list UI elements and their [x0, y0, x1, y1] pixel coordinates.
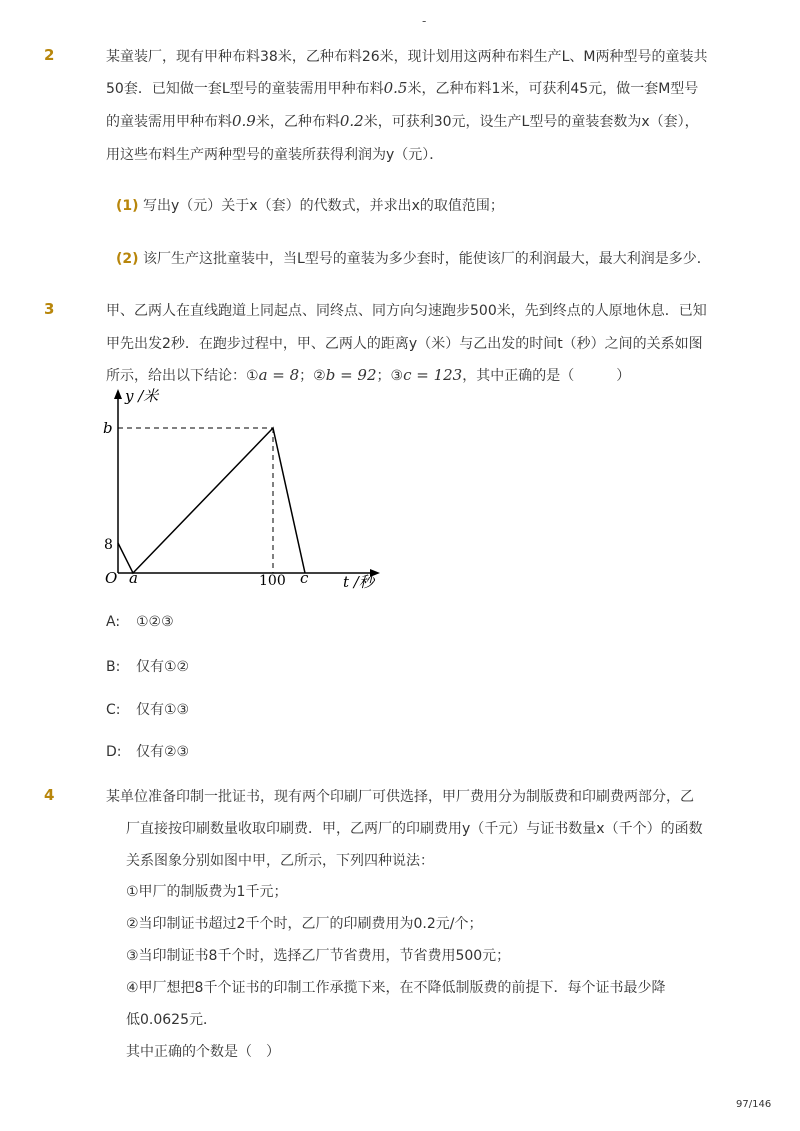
page-number: 97/146	[736, 1099, 772, 1110]
header-mark: -	[422, 14, 427, 28]
tick-c-label: c	[300, 569, 309, 587]
origin-label: O	[105, 569, 118, 587]
tick-8-label: 8	[104, 537, 113, 553]
q3-option-d[interactable]	[106, 741, 189, 761]
q4-statement-4: ④甲厂想把8千个证书的印制工作承揽下来，在不降低制版费的前提下．每个证书最少降	[126, 980, 666, 996]
q2-line-3-text-b: 米，乙种布料	[255, 114, 340, 130]
q3-distance-time-graph	[100, 385, 390, 595]
q2-line-3-text-a: 的童装需用甲种布料	[106, 114, 232, 130]
tick-b-label: b	[103, 419, 113, 437]
option-b-letter: B:	[106, 659, 121, 675]
option-d-text: 仅有②③	[136, 744, 190, 760]
q3-math-c123: c = 123	[403, 366, 463, 384]
y-axis-label: y /米	[125, 387, 159, 405]
q2-math-0.9: 0.9	[232, 112, 256, 130]
q4-line-1: 某单位准备印制一批证书，现有两个印刷厂可供选择，甲厂费用分为制版费和印刷费两部分，乙	[106, 789, 694, 805]
q2-line-3	[106, 111, 699, 131]
question-2-number: 2	[44, 46, 55, 64]
q4-question-prompt: 其中正确的个数是（ ）	[126, 1044, 280, 1060]
q3-math-a8: a = 8	[258, 366, 300, 384]
q2-sub2-number: (2)	[116, 251, 139, 267]
option-d-letter: D:	[106, 744, 122, 760]
q4-line-2: 厂直接按印刷数量收取印刷费．甲，乙两厂的印刷费用y（千元）与证书数量x（千个）的函数	[126, 821, 703, 837]
option-c-text: 仅有①③	[136, 702, 190, 718]
q4-statement-2: ②当印制证书超过2千个时，乙厂的印刷费用为0.2元/个；	[126, 916, 483, 932]
option-b-text: 仅有①②	[136, 659, 190, 675]
q2-subquestion-2	[116, 248, 711, 268]
q2-subquestion-1	[116, 195, 504, 215]
q2-math-0.5: 0.5	[383, 79, 408, 97]
q2-line-4: 用这些布料生产两种型号的童装所获得利润为y（元）．	[106, 147, 444, 163]
q3-line-3-text-b: ，其中正确的是（ ）	[462, 368, 631, 384]
x-axis-label: t /秒	[343, 573, 374, 591]
question-3-number: 3	[44, 300, 55, 318]
option-c-letter: C:	[106, 702, 121, 718]
q3-option-b[interactable]	[106, 656, 189, 676]
q3-option-c[interactable]	[106, 699, 189, 719]
option-a-text: ①②③	[136, 614, 174, 630]
q2-line-2-text-a: 50套．已知做一套L型号的童装需用甲种布料	[106, 81, 384, 97]
q2-sub1-number: (1)	[116, 198, 139, 214]
q2-sub1-text: 写出y（元）关于x（套）的代数式，并求出x的取值范围；	[143, 198, 504, 214]
q4-statement-3: ③当印制证书8千个时，选择乙厂节省费用，节省费用500元；	[126, 948, 511, 964]
q2-line-3-text-c: 米，可获利30元，设生产L型号的童装套数为x（套），	[363, 114, 699, 130]
q3-sep-1: ；②	[299, 368, 326, 384]
q3-line-3	[106, 365, 630, 385]
y-axis-arrow	[114, 389, 122, 399]
question-4-number: 4	[44, 786, 55, 804]
option-a-letter: A:	[106, 614, 121, 630]
q3-line-2: 甲先出发2秒．在跑步过程中，甲、乙两人的距离y（米）与乙出发的时间t（秒）之间的关系如图	[106, 336, 703, 352]
q3-sep-2: ；③	[376, 368, 404, 384]
q2-line-1: 某童装厂，现有甲种布料38米，乙种布料26米，现计划用这两种布料生产L、M两种型号的童装共	[106, 49, 708, 65]
q3-line-1: 甲、乙两人在直线跑道上同起点、同终点、同方向匀速跑步500米，先到终点的人原地休息．已知	[106, 303, 707, 319]
tick-a-label: a	[129, 569, 138, 587]
q2-line-2	[106, 78, 698, 98]
q3-option-a[interactable]	[106, 614, 174, 630]
q4-statement-1: ①甲厂的制版费为1千元；	[126, 884, 288, 900]
distance-curve	[118, 428, 305, 573]
q4-statement-4-cont: 低0.0625元．	[126, 1012, 217, 1028]
q3-line-3-text-a: 所示，给出以下结论：①	[106, 368, 259, 384]
q2-math-0.2: 0.2	[339, 112, 364, 130]
q3-math-b92: b = 92	[325, 366, 377, 384]
tick-100-label: 100	[259, 573, 286, 589]
q2-line-2-text-b: 米，乙种布料1米，可获利45元，做一套M型号	[407, 81, 699, 97]
q4-line-3: 关系图象分别如图中甲，乙所示，下列四种说法：	[126, 853, 434, 869]
q2-sub2-text: 该厂生产这批童装中，当L型号的童装为多少套时，能使该厂的利润最大，最大利润是多少．	[143, 251, 711, 267]
